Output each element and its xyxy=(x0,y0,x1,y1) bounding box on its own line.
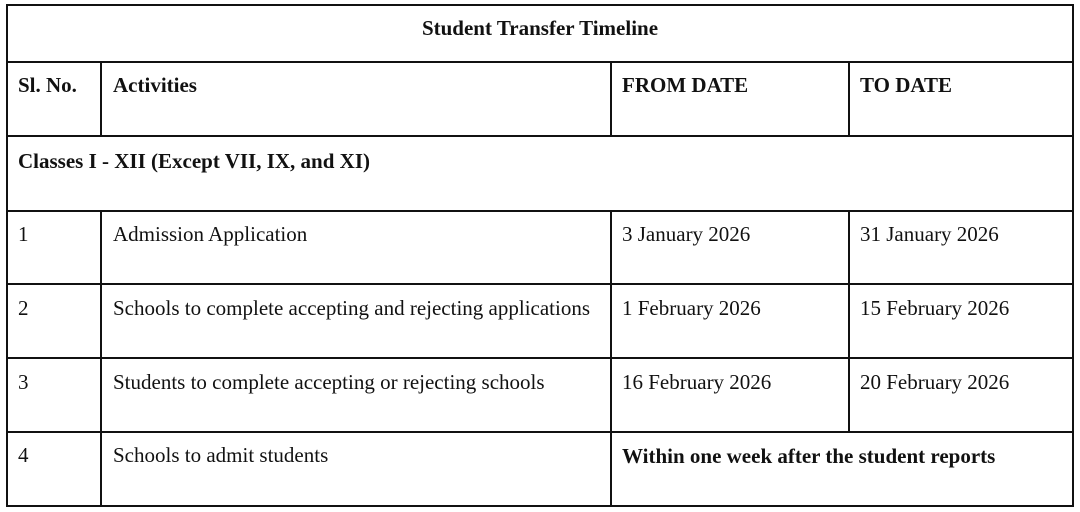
row-activity: Students to complete accepting or rejecting schools xyxy=(113,370,545,394)
column-divider xyxy=(100,61,102,137)
row-divider xyxy=(6,431,1074,433)
row-activity: Schools to admit students xyxy=(113,443,329,467)
row-divider xyxy=(6,210,1074,212)
header-to-date: TO DATE xyxy=(860,73,952,97)
table-title: Student Transfer Timeline xyxy=(421,16,659,40)
row-divider xyxy=(6,135,1074,137)
row-divider xyxy=(6,357,1074,359)
row-sl: 3 xyxy=(18,370,29,394)
row-sl: 1 xyxy=(18,222,29,246)
column-divider xyxy=(100,210,102,507)
row-merged-date: Within one week after the student reports xyxy=(622,444,996,468)
row-sl: 4 xyxy=(18,443,29,467)
row-from-date: 3 January 2026 xyxy=(622,222,751,246)
row-to-date: 31 January 2026 xyxy=(860,222,999,246)
section-heading: Classes I - XII (Except VII, IX, and XI) xyxy=(18,149,370,173)
table-border xyxy=(6,4,1074,6)
table-border xyxy=(6,505,1074,507)
row-activity: Admission Application xyxy=(113,222,308,246)
table-border xyxy=(6,4,8,507)
row-to-date: 20 February 2026 xyxy=(860,370,1010,394)
row-to-date: 15 February 2026 xyxy=(860,296,1010,320)
row-divider xyxy=(6,283,1074,285)
table-border xyxy=(1072,4,1074,507)
row-divider xyxy=(6,61,1074,63)
row-from-date: 1 February 2026 xyxy=(622,296,761,320)
column-divider xyxy=(848,61,850,137)
header-from-date: FROM DATE xyxy=(622,73,749,97)
header-activities: Activities xyxy=(113,73,197,97)
column-divider xyxy=(848,210,850,433)
column-divider xyxy=(610,61,612,137)
row-sl: 2 xyxy=(18,296,29,320)
row-activity: Schools to complete accepting and rejecting applications xyxy=(113,296,591,320)
column-divider xyxy=(610,210,612,507)
header-sl-no: Sl. No. xyxy=(18,73,77,97)
row-from-date: 16 February 2026 xyxy=(622,370,772,394)
